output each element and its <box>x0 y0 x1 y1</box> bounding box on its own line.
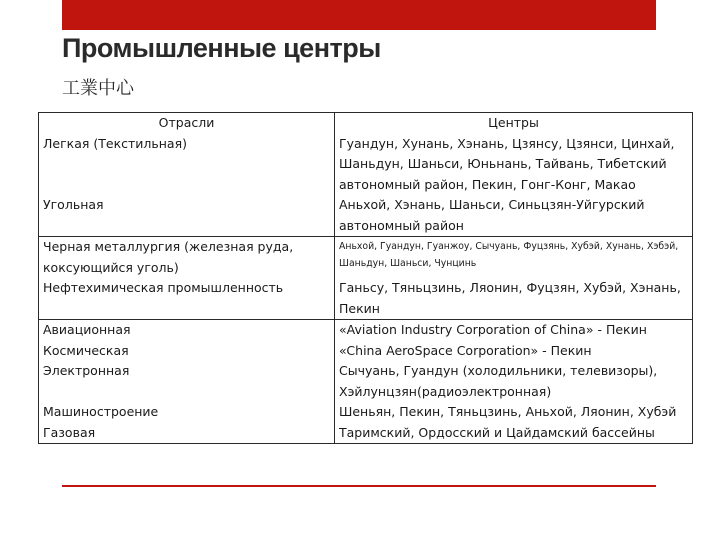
slide-subtitle: 工業中心 <box>62 78 134 99</box>
industry-cell: Газовая <box>39 423 335 444</box>
table-row <box>39 341 693 362</box>
industry-cell: Авиационная <box>39 320 335 341</box>
centers-cell: «China AeroSpace Corporation» - Пекин <box>335 341 693 362</box>
table-row <box>39 320 693 341</box>
centers-cell: Ганьсу, Тяньцзинь, Ляонин, Фуцзян, Хубэй, Хэнань, Пекин <box>335 278 693 320</box>
centers-cell: Сычуань, Гуандун (холодильники, телевизоры), Хэйлунцзян(радиоэлектронная) <box>335 361 693 402</box>
slide-title: Промышленные центры <box>62 33 381 63</box>
centers-cell: Аньхой, Хэнань, Шаньси, Синьцзян-Уйгурский автономный район <box>335 195 693 237</box>
centers-cell: Шеньян, Пекин, Тяньцзинь, Аньхой, Ляонин, Хубэй <box>335 402 693 423</box>
table-row <box>39 134 693 196</box>
table-row <box>39 278 693 320</box>
industry-cell: Космическая <box>39 341 335 362</box>
centers-cell: Гуандун, Хунань, Хэнань, Цзянсу, Цзянси, Цинхай, Шаньдун, Шаньси, Юньнань, Тайвань, Тибетский автономный район, Пекин, Гонг-Конг, Макао <box>335 134 693 196</box>
industry-cell: Угольная <box>39 195 335 237</box>
column-header-centers: Центры <box>335 113 693 134</box>
table-header-row <box>39 113 693 134</box>
industry-centers-table <box>38 112 693 444</box>
industry-cell: Нефтехимическая промышленность <box>39 278 335 320</box>
table-row <box>39 237 693 279</box>
table-row <box>39 195 693 237</box>
bottom-accent-line <box>62 485 656 487</box>
table-row <box>39 402 693 423</box>
industry-cell: Электронная <box>39 361 335 402</box>
table-row <box>39 423 693 444</box>
centers-cell: «Aviation Industry Corporation of China» - Пекин <box>335 320 693 341</box>
industry-cell: Машиностроение <box>39 402 335 423</box>
industry-cell: Легкая (Текстильная) <box>39 134 335 196</box>
top-accent-bar <box>62 0 656 30</box>
table-row <box>39 361 693 402</box>
column-header-industries: Отрасли <box>39 113 335 134</box>
centers-cell: Аньхой, Гуандун, Гуанжоу, Сычуань, Фуцзянь, Хубэй, Хунань, Хэбэй, Шаньдун, Шаньси, Чунцинь <box>335 237 693 279</box>
centers-cell: Таримский, Ордосский и Цайдамский бассейны <box>335 423 693 444</box>
industry-cell: Черная металлургия (железная руда, коксующийся уголь) <box>39 237 335 279</box>
